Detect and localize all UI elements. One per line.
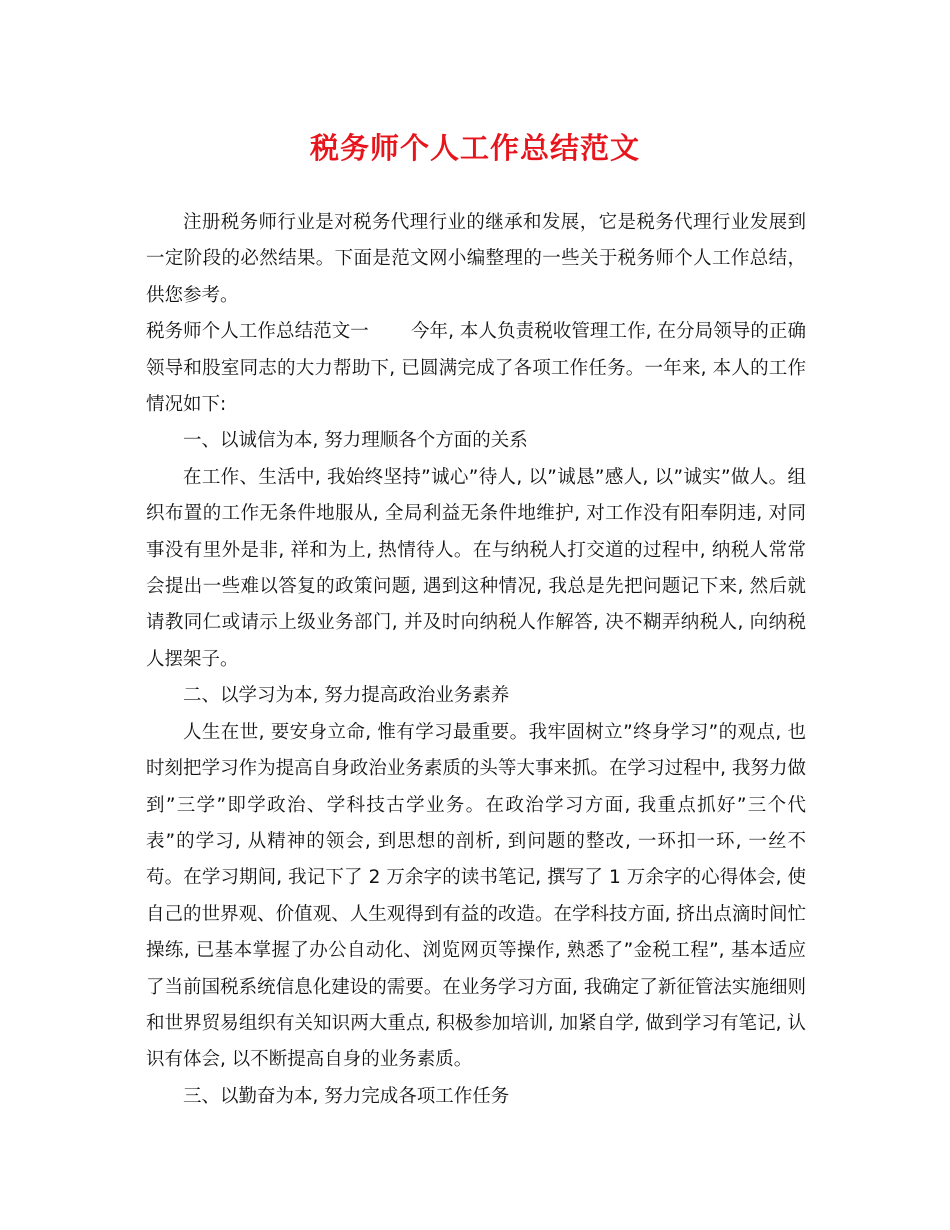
heading-two: 二、以学习为本, 努力提高政治业务素养 [183,685,510,707]
intro-paragraph: 注册税务师行业是对税务代理行业的继承和发展，它是税务代理行业发展到一定阶段的必然结果。下面是范文网小编整理的一些关于税务师个人工作总结，供您参考。 [146,212,806,306]
section-one-paragraph [146,314,806,423]
heading-one: 一、以诚信为本, 努力理顺各个方面的关系 [183,430,528,452]
document-body [146,205,806,1115]
paragraph-integrity: 在工作、生活中, 我始终坚持”诚心”待人, 以”诚恳”感人, 以”诚实”做人。组织布置的工作无条件地服从, 全局利益无条件地维护, 对工作没有阳奉阴违, 对同事没有里外是非, 祥和为上, 热情待人。在与纳税人打交道的过程中, 纳税人常常会提出一些难以答复的政策问题, 遇到这种情况, 我总是先把问题记下来, 然后就请教同仁或请示上级业务部门, 并及时向纳税人作解答, 决不糊弄纳税人, 向纳税人摆架子。 [146,466,806,670]
paragraph-learning: 人生在世, 要安身立命, 惟有学习最重要。我牢固树立”终身学习”的观点, 也时刻把学习作为提高自身政治业务素质的头等大事来抓。在学习过程中, 我努力做到”三学”即学政治、学科技古学业务。在政治学习方面, 我重点抓好”三个代表”的学习, 从精神的领会, 到思想的剖析, 到问题的整改, 一环扣一环, 一丝不苟。在学习期间, 我记下了 2 万余字的读书笔记, 撰写了 1 万余字的心得体会, 使自己的世界观、价值观、人生观得到有益的改造。在学科技方面, 挤出点滴时间忙操练, 已基本掌握了办公自动化、浏览网页等操作, 熟悉了”金税工程”, 基本适应了当前国税系统信息化建设的需要。在业务学习方面, 我确定了新征管法实施细则和世界贸易组织有关知识两大重点, 积极参加培训, 加紧自学, 做到学习有笔记, 认识有体会, 以不断提高自身的业务素质。 [146,721,806,1071]
heading-three: 三、以勤奋为本, 努力完成各项工作任务 [183,1085,510,1107]
section-one-text: 今年, 本人负责税收管理工作, 在分局领导的正确领导和股室同志的大力帮助下, 已圆满完成了各项工作任务。一年来, 本人的工作情况如下: [146,321,806,416]
document-title: 税务师个人工作总结范文 [309,131,640,165]
section-one-heading: 税务师个人工作总结范文一 [146,321,369,343]
